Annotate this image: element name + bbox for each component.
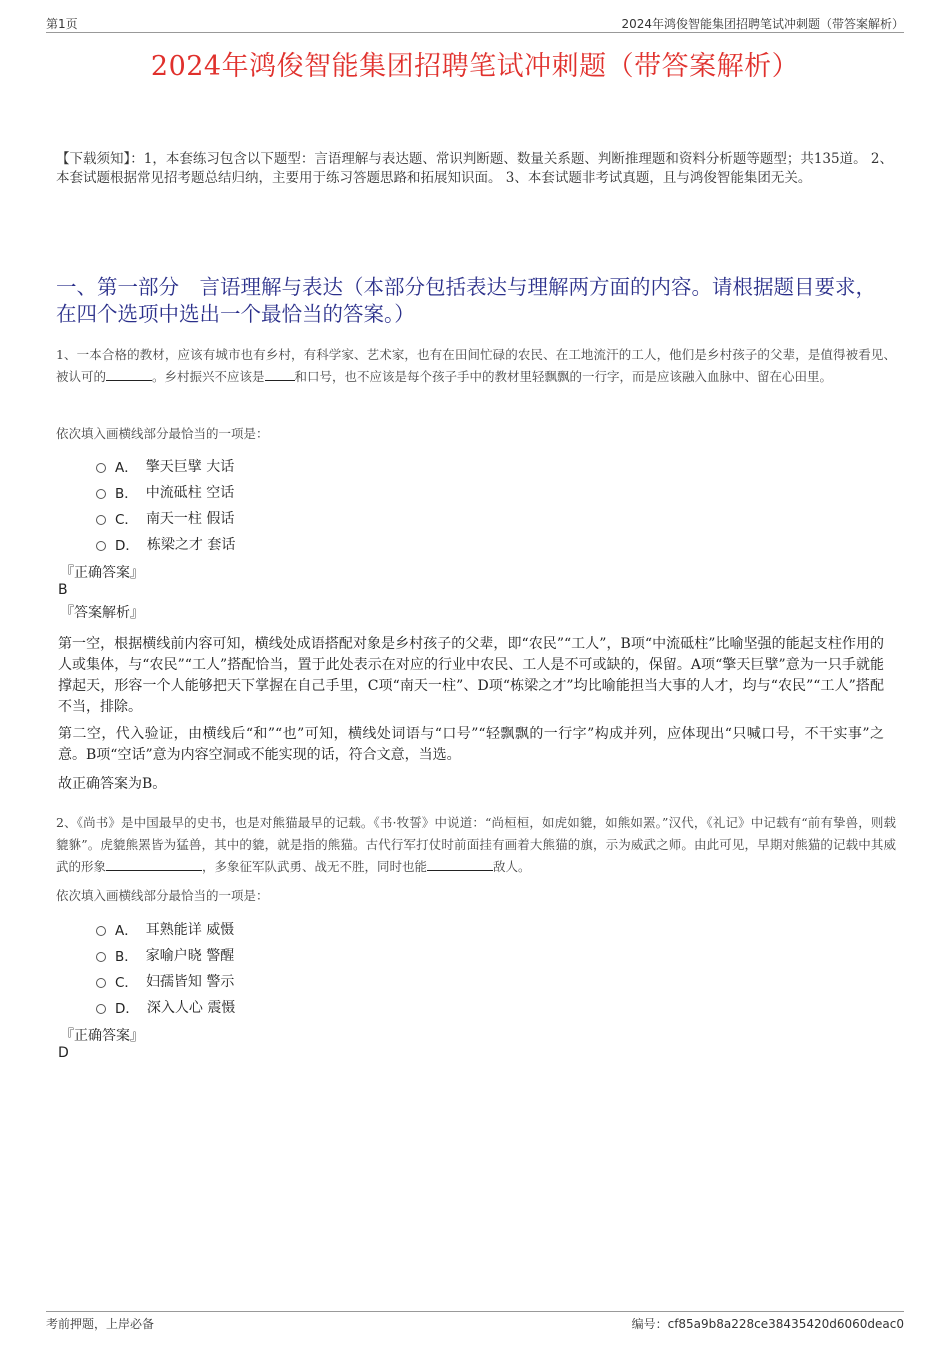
question-1-option-b[interactable]: B． 中流砥柱 空话 [96, 479, 235, 505]
question-1-analysis-p2: 第二空，代入验证，由横线后“和”“也”可知，横线处词语与“口号”“轻飘飘的一行字”构成并列，应体现出“只喊口号，不干实事”之意。B项“空话”意为内容空洞或不能实现的话，符合文意，当选。 [58, 726, 884, 763]
question-2-answer: D [58, 1045, 69, 1061]
question-2-answer-label: 『正确答案』 [60, 1028, 144, 1044]
radio-icon[interactable] [96, 489, 106, 499]
question-2-option-a[interactable]: A． 耳熟能详 威慑 [96, 916, 235, 942]
question-1-option-a[interactable]: A． 擎天巨擘 大话 [96, 453, 235, 479]
question-1-analysis-label: 『答案解析』 [60, 605, 144, 621]
question-1-options [96, 453, 235, 557]
radio-icon[interactable] [96, 952, 106, 962]
question-1-part1: 1、一本合格的教材，应该有城市也有乡村，有科学家、艺术家，也有在田间忙碌的农民、在工地流汗的工人，他们是乡村孩子的父辈，是值得被看见、被认可的 [56, 347, 896, 384]
page-footer [46, 1311, 904, 1332]
question-2-blank-2 [427, 857, 493, 871]
radio-icon[interactable] [96, 978, 106, 988]
question-1-analysis-p3: 故正确答案为B。 [58, 776, 167, 792]
question-2-options [96, 916, 235, 1020]
question-2-prompt: 依次填入画横线部分最恰当的一项是： [56, 888, 269, 903]
page-number: 第1页 [46, 17, 78, 31]
question-2-text [56, 812, 896, 878]
question-1-answer-label: 『正确答案』 [60, 565, 144, 581]
question-1-part3: 和口号，也不应该是每个孩子手中的教材里轻飘飘的一行字，而是应该融入血脉中、留在心田里。 [294, 369, 833, 384]
question-2-part2: ，多象征军队武勇、战无不胜，同时也能 [202, 859, 428, 874]
radio-icon[interactable] [96, 515, 106, 525]
question-1-option-c[interactable]: C． 南天一柱 假话 [96, 505, 235, 531]
radio-icon[interactable] [96, 1004, 106, 1014]
radio-icon[interactable] [96, 926, 106, 936]
page-header [46, 14, 904, 33]
header-doc-title: 2024年鸿俊智能集团招聘笔试冲刺题（带答案解析） [621, 17, 904, 31]
question-1-blank-2 [265, 367, 295, 381]
question-2-part3: 敌人。 [493, 859, 531, 874]
radio-icon[interactable] [96, 541, 106, 551]
footer-slogan: 考前押题，上岸必备 [46, 1317, 155, 1331]
question-2-option-b[interactable]: B． 家喻户晓 警醒 [96, 942, 235, 968]
question-1-part2: 。乡村振兴不应该是 [152, 369, 265, 384]
question-2-blank-1 [106, 857, 202, 871]
radio-icon[interactable] [96, 463, 106, 473]
question-1-prompt: 依次填入画横线部分最恰当的一项是： [56, 426, 269, 441]
document-title: 2024年鸿俊智能集团招聘笔试冲刺题（带答案解析） [150, 51, 800, 82]
section-heading: 一、第一部分 言语理解与表达（本部分包括表达与理解两方面的内容。请根据题目要求，在四个选项中选出一个最恰当的答案。） [56, 275, 876, 326]
question-1-blank-1 [106, 367, 152, 381]
question-2-option-c[interactable]: C． 妇孺皆知 警示 [96, 968, 235, 994]
question-1-text [56, 344, 896, 388]
question-1-option-d[interactable]: D． 栋梁之才 套话 [96, 531, 235, 557]
question-1-analysis-p1: 第一空，根据横线前内容可知，横线处成语搭配对象是乡村孩子的父辈，即“农民”“工人”，B项“中流砥柱”比喻坚强的能起支柱作用的人或集体，与“农民”“工人”搭配恰当，置于此处表示在对应的行业中农民、工人是不可或缺的，保留。A项“擎天巨擘”意为一只手就能撑起天，形容一个人能够把天下掌握在自己手里，C项“南天一柱”、D项“栋梁之才”均比喻能担当大事的人才，均与“农民”“工人”搭配不当，排除。 [58, 636, 884, 715]
download-notice: 【下载须知】：1，本套练习包含以下题型：言语理解与表达题、常识判断题、数量关系题、判断推理题和资料分析题等题型；共135道。 2、本套试题根据常见招考题总结归纳，主要用于练习答题思路和拓展知识面。 3、本套试题非考试真题，且与鸿俊智能集团无关。 [56, 151, 893, 186]
question-2-option-d[interactable]: D． 深入人心 震慑 [96, 994, 235, 1020]
question-2-part1: 2、《尚书》是中国最早的史书，也是对熊猫最早的记载。《书·牧誓》中说道：“尚桓桓，如虎如貔，如熊如罴。”汉代，《礼记》中记载有“前有挚兽，则载貔貅”。虎貔熊罴皆为猛兽，其中的貔，就是指的熊猫。古代行军打仗时前面挂有画着大熊猫的旗，示为威武之师。由此可见，早期对熊猫的记载中其威武的形象 [56, 815, 896, 874]
question-1-answer: B [58, 582, 68, 598]
footer-code: 编号：cf85a9b8a228ce38435420d6060deac0 [631, 1317, 904, 1331]
